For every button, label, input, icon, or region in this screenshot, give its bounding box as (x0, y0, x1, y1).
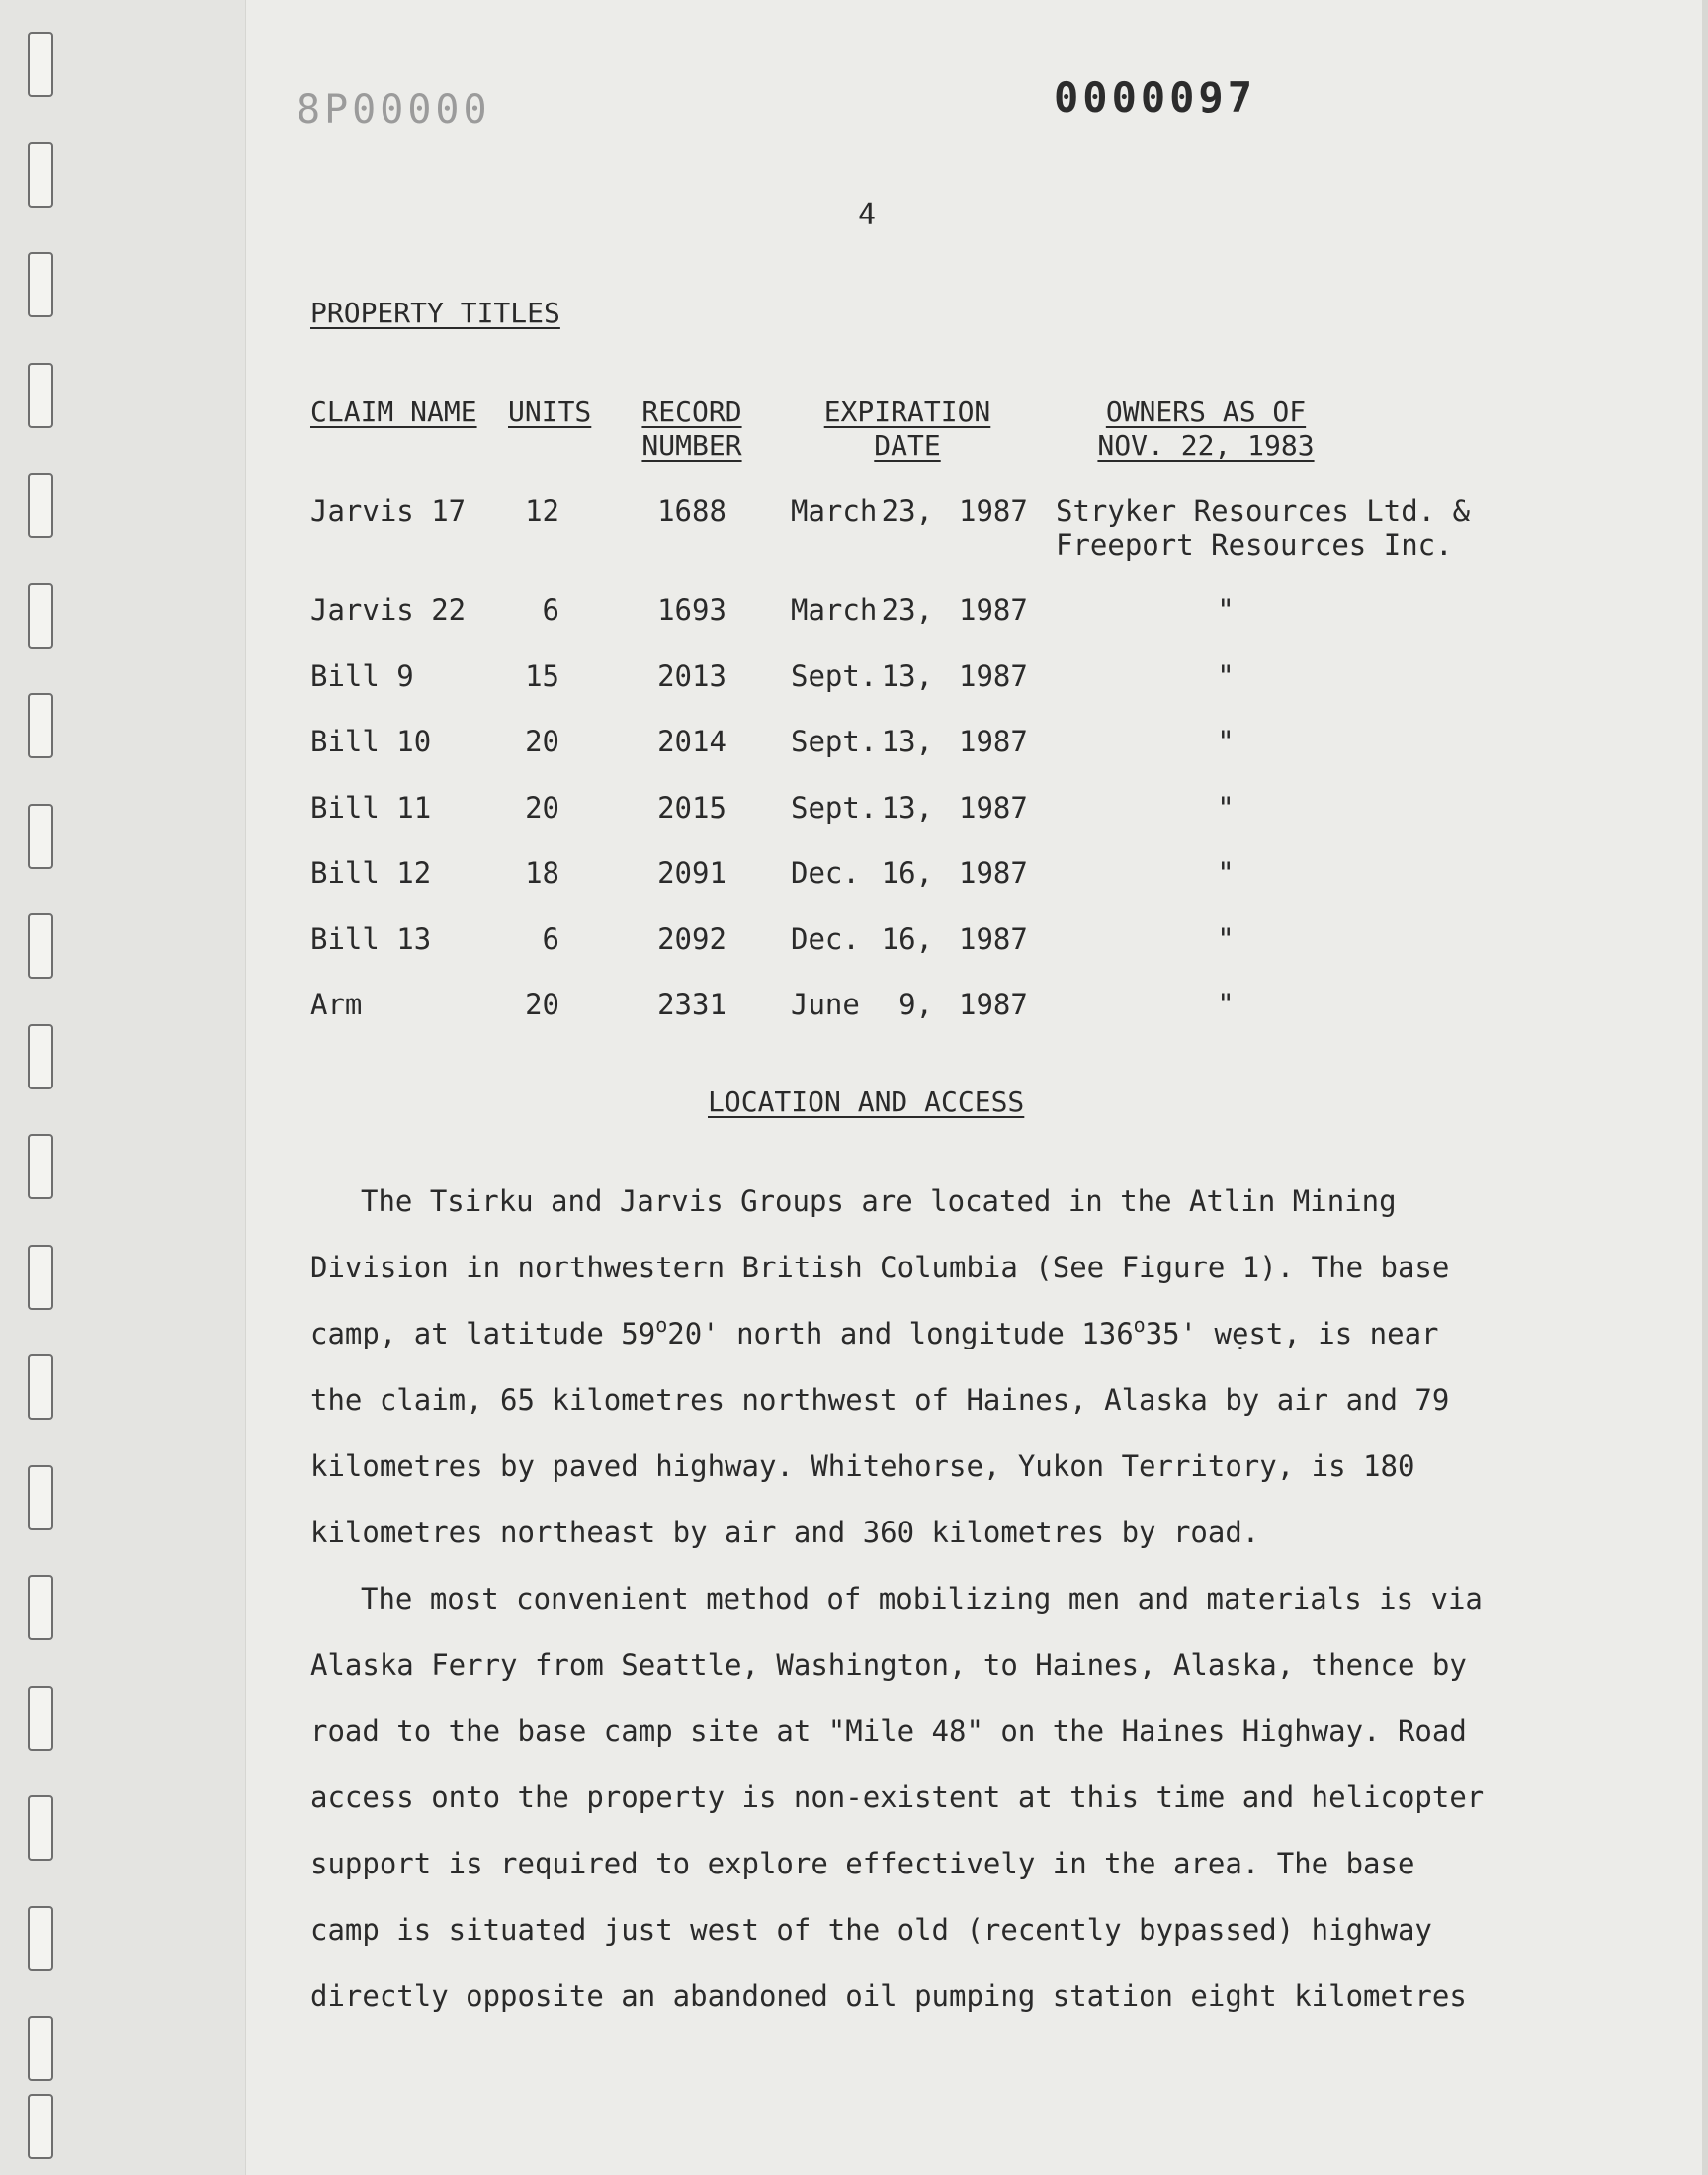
punch-hole (28, 2094, 53, 2159)
expiration-year-cell: 1987 (959, 922, 1028, 956)
punch-hole (28, 363, 53, 428)
header-units: UNITS (508, 395, 592, 428)
expiration-day-cell: 9, (898, 988, 933, 1021)
units-cell: 6 (542, 922, 559, 956)
units-cell: 15 (525, 659, 559, 693)
text-line: support is required to explore effectively in the area. The base (310, 1847, 1415, 1880)
claim-name-cell: Bill 11 (310, 791, 432, 825)
units-cell: 20 (525, 988, 559, 1021)
text-line: Division in northwestern British Columbia (See Figure 1). The base (310, 1251, 1450, 1284)
record-number-cell: 2091 (657, 856, 726, 890)
expiration-day-cell: 13, (881, 791, 933, 825)
owner-ditto-cell: " (1217, 659, 1235, 693)
expiration-year-cell: 1987 (959, 791, 1028, 825)
expiration-day-cell: 16, (881, 856, 933, 890)
text-line: kilometres by paved highway. Whitehorse, Yukon Territory, is 180 (310, 1449, 1415, 1483)
page-edge (1702, 0, 1708, 2175)
punch-hole (28, 1245, 53, 1310)
degree-sign: o (1133, 1313, 1146, 1337)
units-cell: 6 (542, 593, 559, 627)
section-title-property-titles: PROPERTY TITLES (310, 297, 560, 329)
owner-ditto-cell: " (1217, 922, 1235, 956)
text-line: kilometres northeast by air and 360 kilometres by road. (310, 1516, 1260, 1549)
claim-name-cell: Bill 10 (310, 725, 432, 758)
punch-hole (28, 1686, 53, 1751)
section-title-location-and-access: LOCATION AND ACCESS (708, 1086, 1025, 1118)
expiration-year-cell: 1987 (959, 856, 1028, 890)
record-number-cell: 2014 (657, 725, 726, 758)
punch-hole (28, 142, 53, 208)
expiration-month-cell: March (791, 593, 878, 627)
expiration-year-cell: 1987 (959, 593, 1028, 627)
units-cell: 18 (525, 856, 559, 890)
punch-hole (28, 473, 53, 538)
punch-hole (28, 804, 53, 869)
header-expiration-date-line1: EXPIRATION (823, 395, 991, 428)
claim-name-cell: Jarvis 17 (310, 494, 467, 528)
header-owners-line1: OWNERS AS OF (1105, 395, 1307, 428)
expiration-year-cell: 1987 (959, 659, 1028, 693)
record-number-cell: 2331 (657, 988, 726, 1021)
units-cell: 20 (525, 791, 559, 825)
text-line: directly opposite an abandoned oil pumping station eight kilometres (310, 1979, 1467, 2013)
claim-name-cell: Bill 13 (310, 922, 432, 956)
text-line: The Tsirku and Jarvis Groups are located in the Atlin Mining (361, 1184, 1397, 1218)
expiration-year-cell: 1987 (959, 725, 1028, 758)
expiration-month-cell: Sept. (791, 791, 878, 825)
punch-hole (28, 583, 53, 649)
record-number-cell: 2092 (657, 922, 726, 956)
owner-cell-line2: Freeport Resources Inc. (1056, 528, 1453, 562)
punch-hole (28, 1024, 53, 1089)
expiration-month-cell: Sept. (791, 725, 878, 758)
claim-name-cell: Bill 12 (310, 856, 432, 890)
units-cell: 12 (525, 494, 559, 528)
paragraph-access (310, 1566, 1485, 2030)
claim-name-cell: Bill 9 (310, 659, 414, 693)
text-line: access onto the property is non-existent at this time and helicopter (310, 1781, 1485, 1814)
header-owners-line2: NOV. 22, 1983 (1097, 429, 1315, 462)
punch-hole (28, 252, 53, 317)
punch-hole (28, 2016, 53, 2081)
record-number-cell: 2015 (657, 791, 726, 825)
punch-hole (28, 1465, 53, 1530)
claim-name-cell: Arm (310, 988, 363, 1021)
record-number-cell: 1693 (657, 593, 726, 627)
page-number: 4 (858, 198, 877, 232)
header-expiration-date-line2: DATE (874, 429, 941, 462)
punch-hole (28, 1906, 53, 1971)
expiration-day-cell: 16, (881, 922, 933, 956)
header-claim-name: CLAIM NAME (310, 395, 477, 428)
record-number-cell: 1688 (657, 494, 726, 528)
punch-hole (28, 1795, 53, 1861)
text-line: camp is situated just west of the old (recently bypassed) highway (310, 1913, 1432, 1947)
punch-hole (28, 32, 53, 97)
owner-ditto-cell: " (1217, 725, 1235, 758)
owner-ditto-cell: " (1217, 856, 1235, 890)
expiration-day-cell: 23, (881, 593, 933, 627)
expiration-month-cell: Sept. (791, 659, 878, 693)
punch-hole (28, 1575, 53, 1640)
text-line: The most convenient method of mobilizing men and materials is via (361, 1582, 1483, 1615)
text-line: the claim, 65 kilometres northwest of Haines, Alaska by air and 79 (310, 1383, 1450, 1417)
expiration-month-cell: Dec. (791, 856, 860, 890)
expiration-year-cell: 1987 (959, 494, 1028, 528)
punch-hole (28, 693, 53, 758)
expiration-day-cell: 13, (881, 659, 933, 693)
text-line: camp, at latitude 59$^o$20' north and longitude 136$^o$35' wẹst, is near (310, 1313, 1439, 1350)
text-line: road to the base camp site at "Mile 48" on the Haines Highway. Road (310, 1714, 1467, 1748)
expiration-year-cell: 1987 (959, 988, 1028, 1021)
owner-ditto-cell: " (1217, 593, 1235, 627)
expiration-month-cell: Dec. (791, 922, 860, 956)
punch-hole (28, 1354, 53, 1420)
owner-cell: Stryker Resources Ltd. & (1056, 494, 1471, 528)
expiration-day-cell: 23, (881, 494, 933, 528)
document-number-stamp: 0000097 (1054, 73, 1257, 122)
claim-name-cell: Jarvis 22 (310, 593, 467, 627)
degree-sign: o (655, 1313, 668, 1337)
expiration-day-cell: 13, (881, 725, 933, 758)
faded-document-stamp: 8P00000 (297, 87, 491, 132)
owner-ditto-cell: " (1217, 791, 1235, 825)
expiration-month-cell: March (791, 494, 878, 528)
punch-hole (28, 1134, 53, 1199)
header-record-number-line1: RECORD (641, 395, 742, 428)
expiration-month-cell: June (791, 988, 860, 1021)
record-number-cell: 2013 (657, 659, 726, 693)
paragraph-location (310, 1169, 1450, 1566)
header-record-number-line2: NUMBER (641, 429, 742, 462)
owner-ditto-cell: " (1217, 988, 1235, 1021)
punch-hole (28, 914, 53, 979)
units-cell: 20 (525, 725, 559, 758)
text-line: Alaska Ferry from Seattle, Washington, to Haines, Alaska, thence by (310, 1648, 1467, 1682)
